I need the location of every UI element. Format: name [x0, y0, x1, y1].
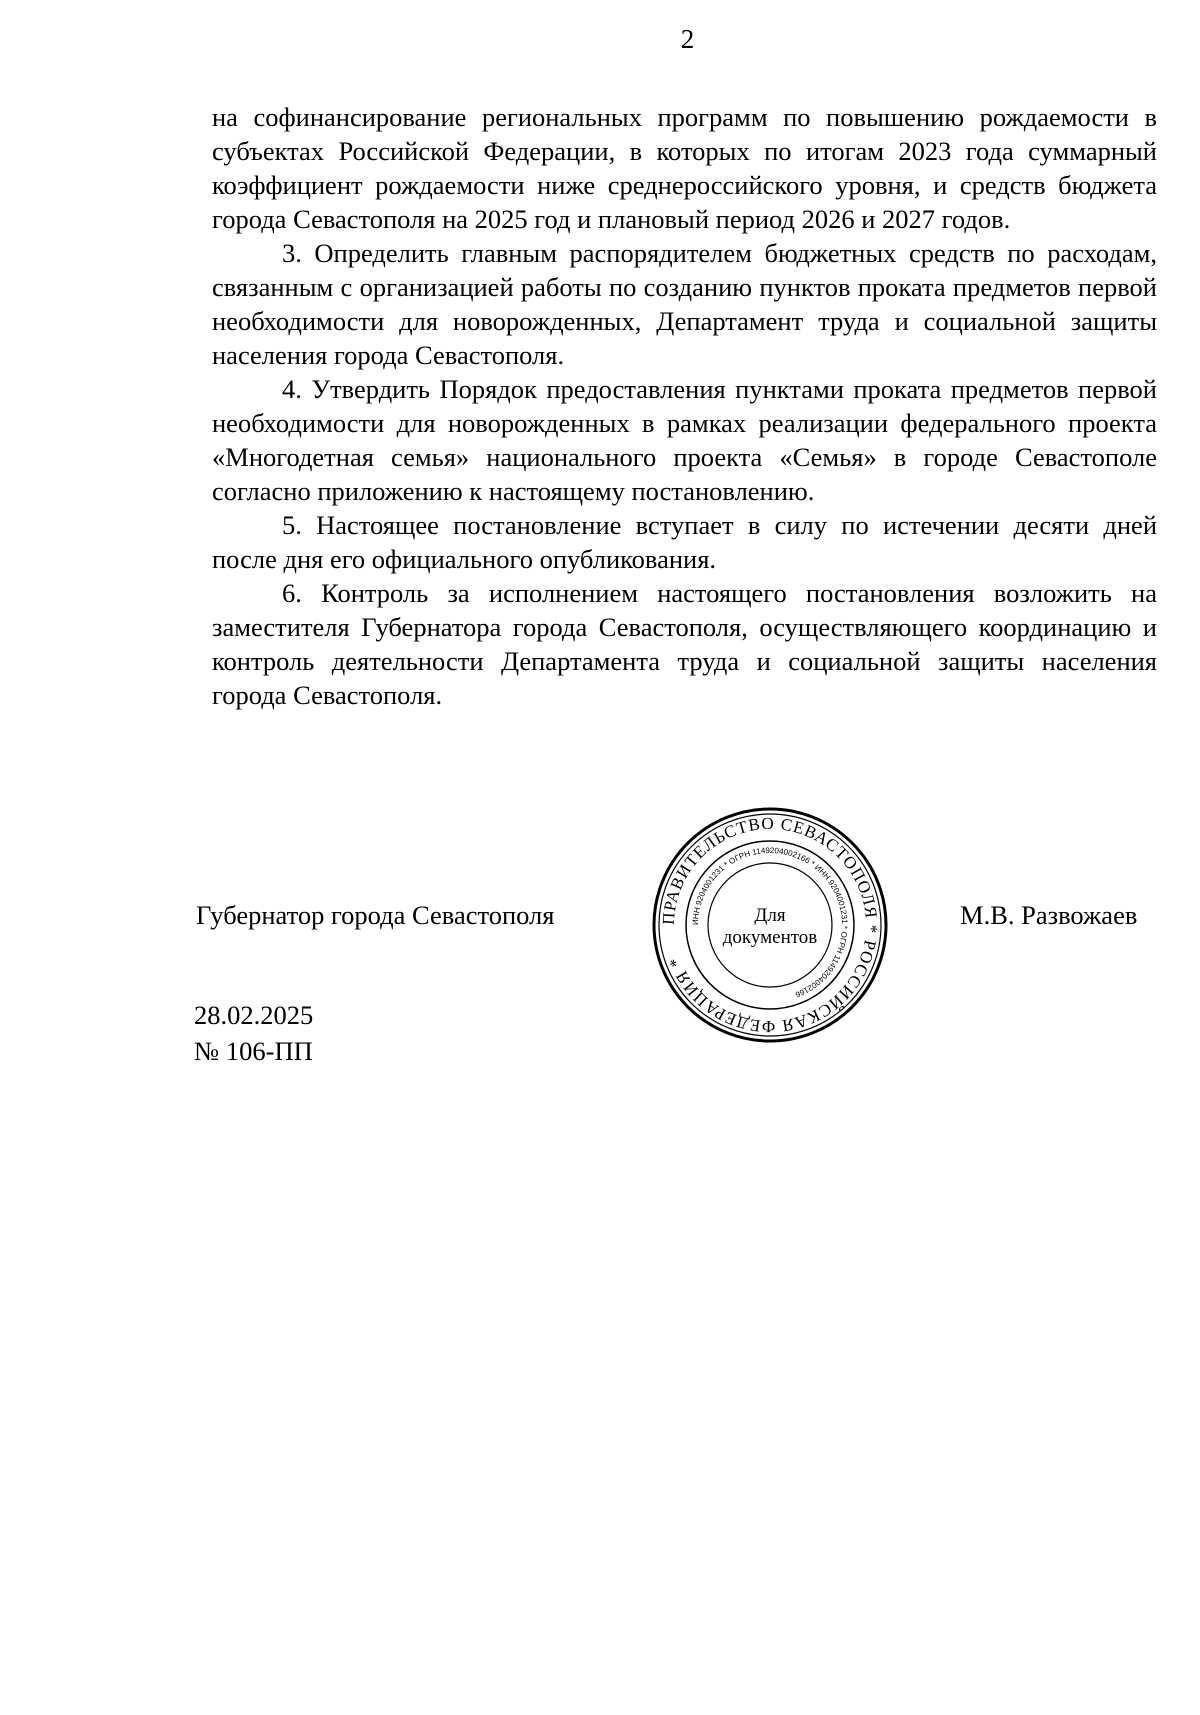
page-number: 2 [680, 24, 695, 54]
paragraph-4: 4. Утвердить Порядок предоставления пунктами проката предметов первой необходимости для новорожденных в рамках реализации федерального проекта «Многодетная семья» национального проекта «Семья» в городе Севастополе согласно приложению к настоящему постановлению. [212, 374, 1157, 506]
official-seal [650, 805, 890, 1045]
seal-inner-text: ИНН 9204001231 * ОГРН 1149204002166 * ИНН 9204001231 * ОГРН 1149204002166 [690, 845, 850, 1000]
seal-center-line2: документов [722, 927, 818, 948]
document-number: № 106-ПП [194, 1036, 313, 1066]
paragraph-continuation: на софинансирование региональных программ по повышению рождаемости в субъектах Российской Федерации, в которых по итогам 2023 года суммарный коэффициент рождаемости ниже среднероссийского уровня, и средств бюджета города Севастополя на 2025 год и плановый период 2026 и 2027 годов. [212, 102, 1157, 234]
document-date: 28.02.2025 [194, 1000, 314, 1030]
document-body [212, 100, 1157, 712]
seal-center-line1: Для [754, 905, 786, 926]
seal-graphic [650, 805, 890, 1045]
paragraph-5: 5. Настоящее постановление вступает в силу по истечении десяти дней после дня его официального опубликования. [212, 510, 1157, 574]
signatory-name: М.В. Развожаев [960, 900, 1138, 930]
seal-outer-text: ПРАВИТЕЛЬСТВО СЕВАСТОПОЛЯ * РОССИЙСКАЯ ФЕДЕРАЦИЯ * [658, 813, 882, 1037]
paragraph-6: 6. Контроль за исполнением настоящего постановления возложить на заместителя Губернатора города Севастополя, осуществляющего координацию и контроль деятельности Департамента труда и социальной защиты населения города Севастополя. [212, 578, 1157, 710]
signatory-position: Губернатор города Севастополя [196, 900, 555, 930]
paragraph-3: 3. Определить главным распорядителем бюджетных средств по расходам, связанным с организацией работы по созданию пунктов проката предметов первой необходимости для новорожденных, Департамент труда и социальной защиты населения города Севастополя. [212, 238, 1157, 370]
